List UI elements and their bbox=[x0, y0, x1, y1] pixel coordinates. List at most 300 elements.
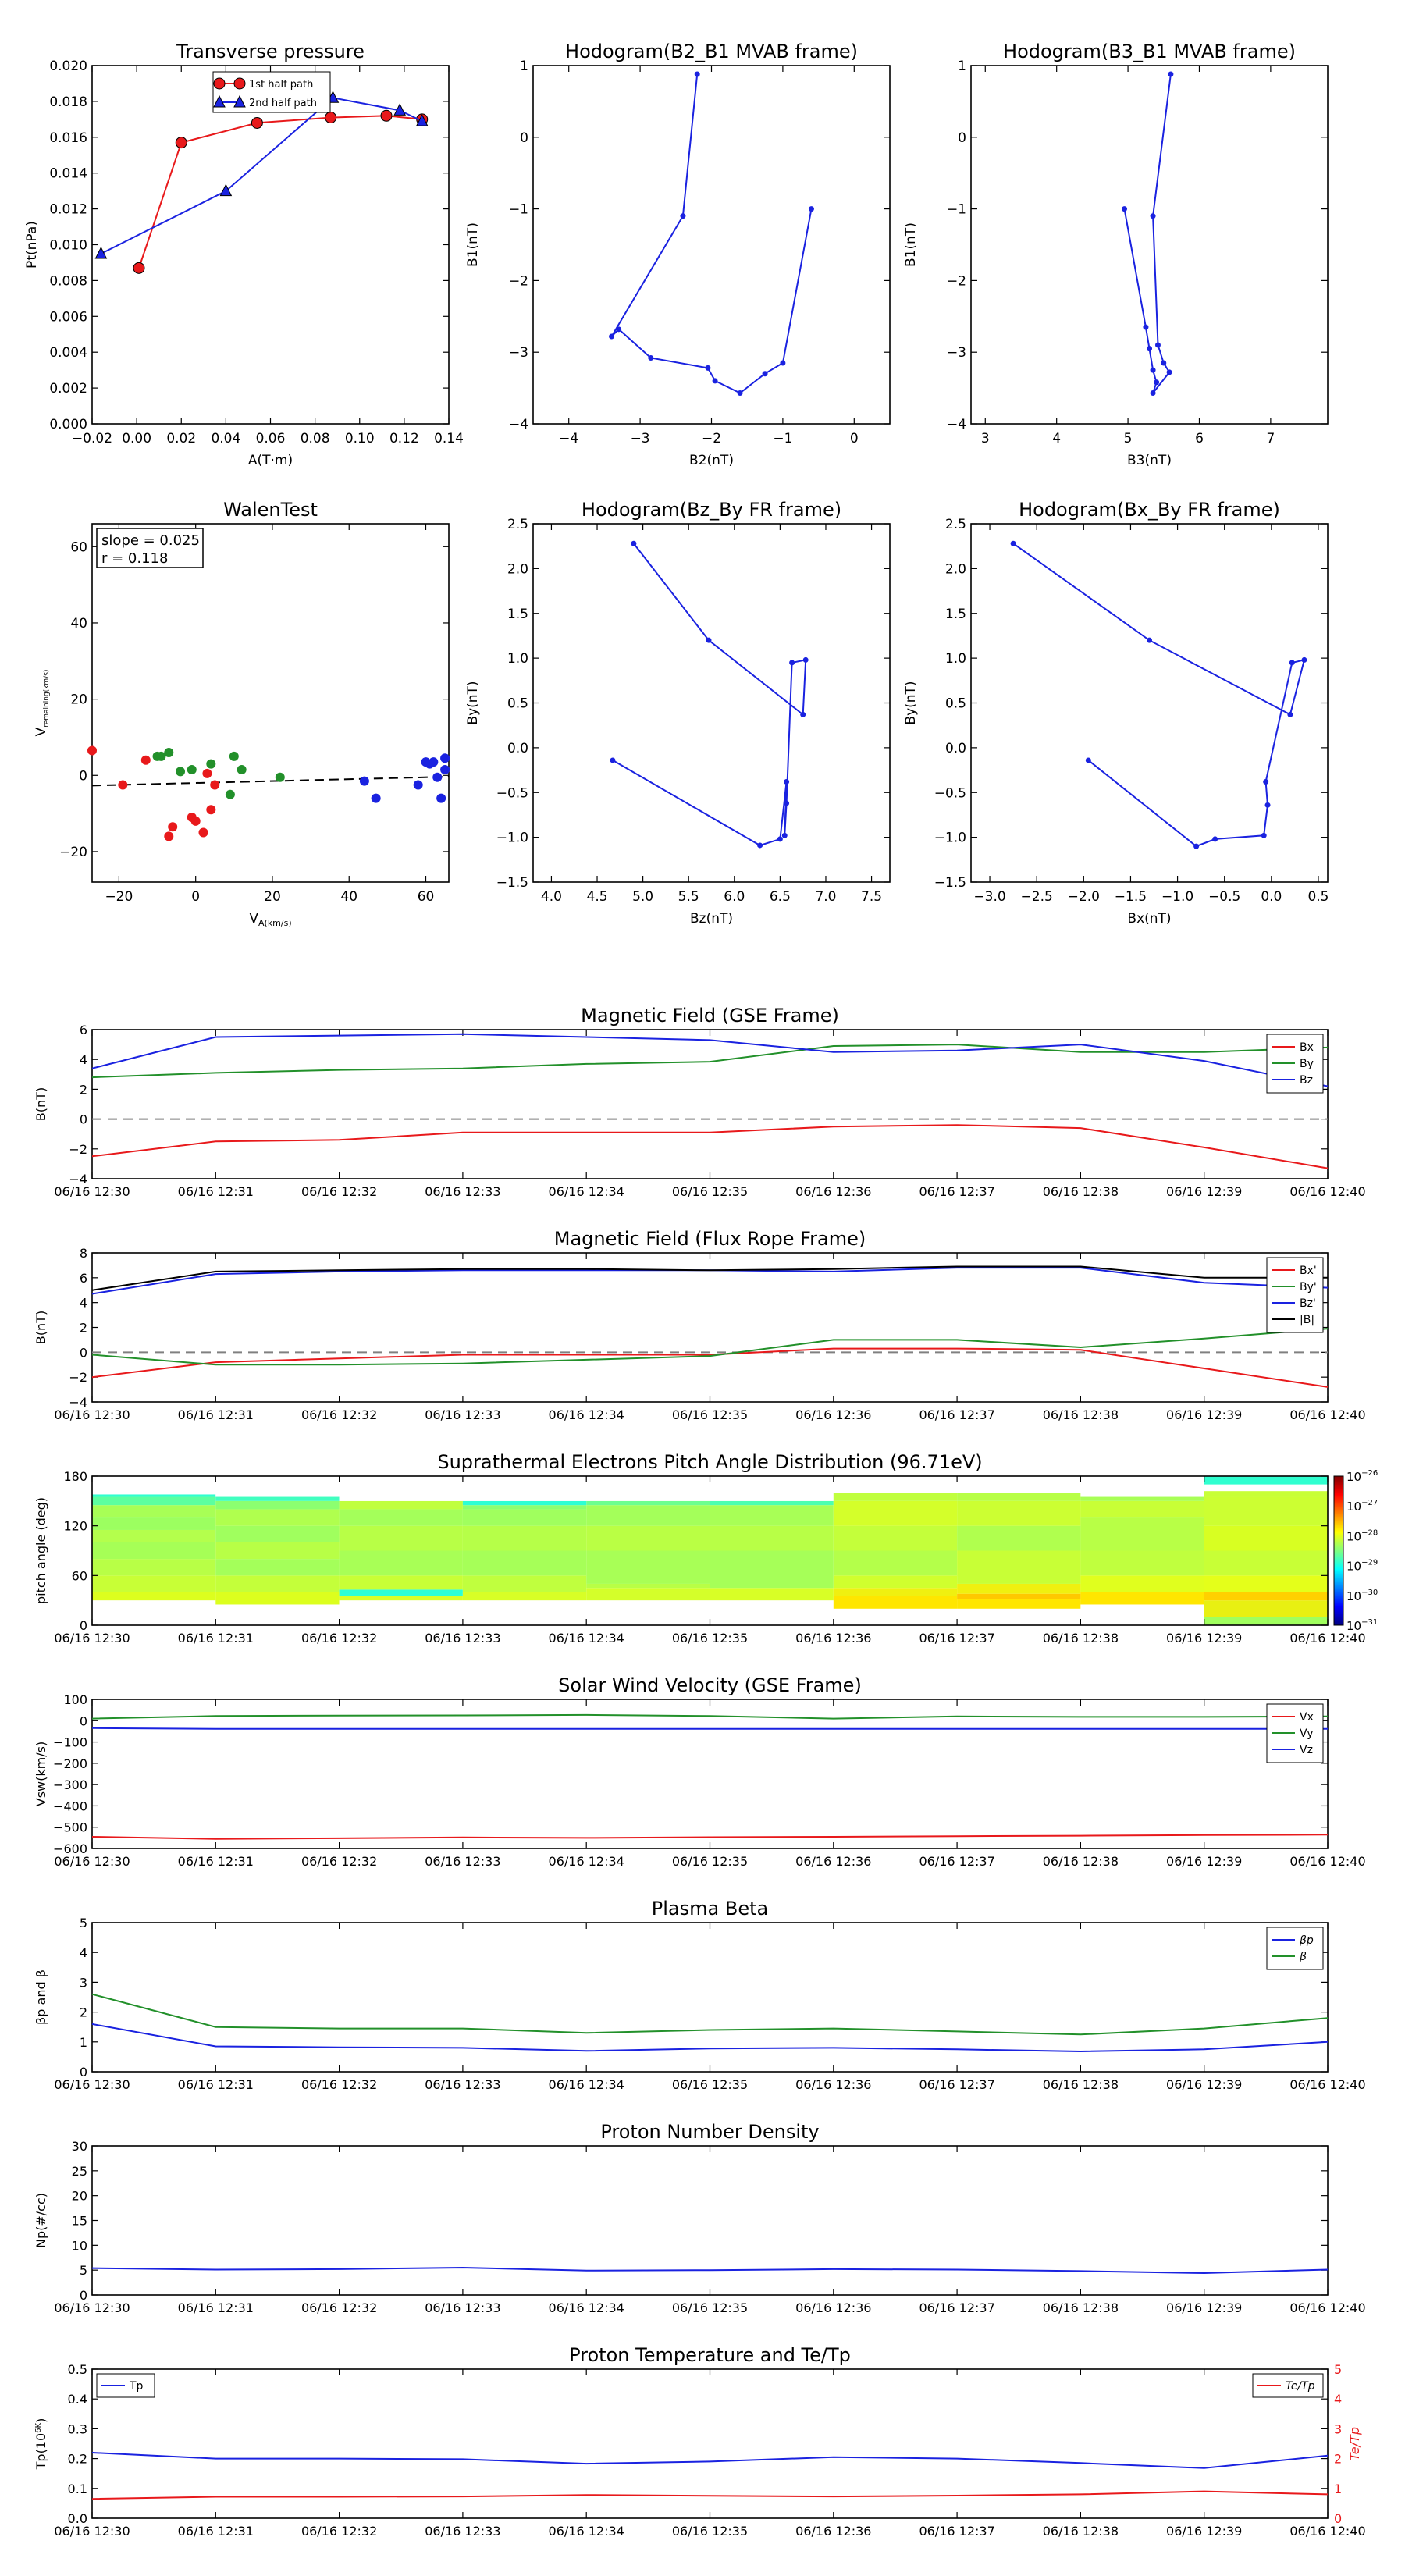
y-axis-label: By(nT) bbox=[903, 681, 919, 725]
legend-label: Bx' bbox=[1300, 1265, 1317, 1277]
heatmap-cell bbox=[586, 1588, 710, 1600]
panel-tp bbox=[34, 2344, 1366, 2539]
heatmap-cell bbox=[834, 1588, 957, 1596]
y-tick-label: 1 bbox=[958, 59, 966, 74]
scatter-point bbox=[168, 822, 177, 831]
x-tick-label: 06/16 12:33 bbox=[425, 2300, 501, 2315]
heatmap-cell bbox=[834, 1476, 957, 1493]
x-tick-label: 06/16 12:38 bbox=[1042, 2524, 1119, 2539]
data-point bbox=[1143, 325, 1148, 330]
heatmap-cell bbox=[1080, 1575, 1204, 1592]
y-tick-label: 0.1 bbox=[67, 2481, 87, 2496]
data-point bbox=[1301, 657, 1307, 663]
scatter-point bbox=[372, 794, 381, 803]
panel-title: Magnetic Field (GSE Frame) bbox=[581, 1005, 839, 1026]
y-tick-label: −1.5 bbox=[496, 875, 528, 891]
x-tick-label: 06/16 12:39 bbox=[1166, 1854, 1243, 1869]
x-axis-label: $V_{A(km/s)}$ bbox=[249, 911, 292, 928]
x-tick-label: 06/16 12:36 bbox=[795, 2524, 872, 2539]
scatter-point bbox=[440, 753, 450, 763]
x-tick-label: 06/16 12:40 bbox=[1289, 1407, 1366, 1422]
scatter-point bbox=[206, 760, 215, 769]
data-point bbox=[680, 213, 685, 219]
scatter-point bbox=[440, 765, 450, 774]
x-tick-label: 06/16 12:33 bbox=[425, 2524, 501, 2539]
scatter-point bbox=[229, 752, 239, 761]
y-tick-label: −2 bbox=[946, 273, 966, 290]
x-tick-label: 06/16 12:30 bbox=[54, 2077, 130, 2092]
heatmap-cell bbox=[463, 1592, 586, 1601]
y-tick-label: 10 bbox=[71, 2238, 87, 2254]
y-tick-label: 2 bbox=[79, 2005, 87, 2020]
x-tick-label: 6.0 bbox=[724, 889, 745, 905]
heatmap-cell bbox=[1080, 1497, 1204, 1501]
y-tick-label: 0 bbox=[79, 1618, 87, 1633]
data-point bbox=[1086, 757, 1091, 763]
series-line bbox=[92, 1267, 1328, 1290]
x-tick-label: 06/16 12:35 bbox=[671, 1184, 749, 1199]
x-tick-label: 06/16 12:39 bbox=[1166, 1407, 1243, 1422]
y-tick-label: 0 bbox=[79, 2065, 87, 2080]
y-tick-label: 8 bbox=[79, 1246, 87, 1261]
legend-label: 1st half path bbox=[249, 79, 314, 91]
heatmap-cell bbox=[710, 1501, 834, 1505]
x-tick-label: 06/16 12:38 bbox=[1042, 1631, 1119, 1646]
x-tick-label: −1.0 bbox=[1161, 889, 1194, 905]
data-point bbox=[695, 72, 700, 77]
y-tick-label: 40 bbox=[70, 615, 87, 632]
heatmap-cell bbox=[1080, 1604, 1204, 1625]
y-tick-label: −4 bbox=[69, 1395, 87, 1410]
x-tick-label: −2.0 bbox=[1067, 889, 1100, 905]
y-tick-label: 0 bbox=[520, 130, 528, 146]
y-axis-label: B(nT) bbox=[34, 1087, 48, 1122]
y-tick-label: −400 bbox=[53, 1799, 87, 1814]
heatmap-cell bbox=[215, 1604, 339, 1625]
x-tick-label: 0 bbox=[849, 431, 859, 447]
x-tick-label: 0.02 bbox=[166, 431, 197, 447]
x-tick-label: 7 bbox=[1266, 431, 1275, 447]
y-axis-label: βp and β bbox=[34, 1969, 48, 2025]
data-point bbox=[381, 110, 392, 121]
x-axis-label: A(T·m) bbox=[247, 453, 293, 468]
series-line bbox=[92, 1728, 1328, 1729]
data-point bbox=[800, 712, 806, 717]
heatmap-cell bbox=[1204, 1485, 1328, 1491]
y-axis-label-rest: ) bbox=[34, 2418, 48, 2423]
data-point bbox=[251, 117, 262, 128]
y-tick-label: 2.0 bbox=[944, 561, 966, 578]
x-tick-label: −3 bbox=[630, 431, 650, 447]
y-tick-label: 0.0 bbox=[67, 2511, 87, 2526]
x-tick-label: 06/16 12:39 bbox=[1166, 1184, 1243, 1199]
y-tick-label: 1.5 bbox=[507, 606, 528, 622]
scatter-point bbox=[276, 773, 285, 782]
heatmap-cell bbox=[834, 1526, 957, 1551]
data-point bbox=[648, 355, 653, 361]
y-tick-label: −1.5 bbox=[934, 875, 966, 891]
data-point bbox=[1168, 72, 1173, 77]
data-point bbox=[789, 660, 795, 665]
x-tick-label: 06/16 12:30 bbox=[54, 1854, 130, 1869]
scatter-point bbox=[164, 831, 173, 841]
heatmap-cell bbox=[340, 1600, 463, 1625]
x-tick-label: 0.04 bbox=[211, 431, 241, 447]
scatter-point bbox=[199, 828, 208, 838]
panel-hodo23 bbox=[465, 41, 890, 468]
y-tick-label: 0.018 bbox=[49, 94, 87, 110]
x-tick-label: −0.02 bbox=[71, 431, 113, 447]
y-tick-label: 0 bbox=[79, 1112, 87, 1127]
x-tick-label: −2.5 bbox=[1020, 889, 1053, 905]
series-line bbox=[612, 74, 812, 393]
heatmap-cell bbox=[957, 1476, 1080, 1493]
y-tick-label: 0.4 bbox=[67, 2392, 87, 2407]
x-tick-label: 06/16 12:31 bbox=[177, 1184, 254, 1199]
y-tick-label: −200 bbox=[53, 1756, 87, 1771]
heatmap-cell bbox=[92, 1600, 215, 1625]
y-tick-label: 0.020 bbox=[49, 59, 87, 74]
x-tick-label: 40 bbox=[340, 889, 358, 905]
heatmap-cell bbox=[586, 1476, 710, 1501]
y-tick-label: −2 bbox=[69, 1370, 87, 1386]
data-point bbox=[757, 842, 763, 848]
x-axis-label-sub: A(km/s) bbox=[258, 918, 292, 928]
x-tick-label: 0.06 bbox=[255, 431, 286, 447]
y-axis-label: $Tp(10^{6K})$ bbox=[34, 2418, 48, 2470]
series-line bbox=[92, 1834, 1328, 1838]
heatmap-cell bbox=[957, 1501, 1080, 1526]
x-tick-label: 0.0 bbox=[1261, 889, 1282, 905]
x-tick-label: 6.5 bbox=[769, 889, 791, 905]
y-tick-label: −100 bbox=[53, 1735, 87, 1750]
panel-title: Magnetic Field (Flux Rope Frame) bbox=[553, 1228, 866, 1250]
heatmap-cell bbox=[340, 1575, 463, 1589]
x-tick-label: 06/16 12:32 bbox=[301, 1407, 378, 1422]
y-tick-label: 3 bbox=[79, 1975, 87, 1991]
heatmap-cell bbox=[834, 1493, 957, 1501]
legend bbox=[1267, 1034, 1323, 1093]
legend bbox=[213, 72, 330, 112]
heatmap-cell bbox=[1080, 1551, 1204, 1576]
y-tick-label: −4 bbox=[69, 1172, 87, 1187]
colorbar bbox=[1334, 1476, 1343, 1625]
axes-frame bbox=[533, 66, 890, 424]
x-tick-label: 06/16 12:34 bbox=[548, 2077, 624, 2092]
x-tick-label: 06/16 12:35 bbox=[671, 2524, 749, 2539]
heatmap-cell bbox=[710, 1476, 834, 1501]
legend-label: Te/Tp bbox=[1286, 2380, 1315, 2393]
panel-beta bbox=[34, 1898, 1366, 2092]
x-tick-label: 06/16 12:35 bbox=[671, 1631, 749, 1646]
y-tick-label: 0.004 bbox=[49, 345, 87, 361]
x-tick-label: 06/16 12:38 bbox=[1042, 1854, 1119, 1869]
series-line bbox=[92, 1044, 1328, 1077]
y-tick-label: −3 bbox=[946, 345, 966, 361]
data-point bbox=[1263, 779, 1268, 785]
y-axis-label: B1(nT) bbox=[465, 222, 481, 267]
panel-bfr bbox=[34, 1228, 1366, 1422]
x-tick-label: 06/16 12:40 bbox=[1289, 1854, 1366, 1869]
data-point bbox=[1151, 368, 1156, 373]
scatter-point bbox=[141, 756, 151, 765]
x-tick-label: 06/16 12:36 bbox=[795, 2077, 872, 2092]
x-tick-label: 06/16 12:32 bbox=[301, 1854, 378, 1869]
x-tick-label: 06/16 12:31 bbox=[177, 1631, 254, 1646]
x-tick-label: 06/16 12:36 bbox=[795, 1631, 872, 1646]
data-point bbox=[1167, 369, 1172, 375]
x-tick-label: 0.5 bbox=[1307, 889, 1329, 905]
heatmap-cell bbox=[1080, 1517, 1204, 1550]
legend bbox=[1267, 1704, 1323, 1763]
heatmap-cell bbox=[1204, 1617, 1328, 1625]
heatmap-cell bbox=[340, 1526, 463, 1551]
x-tick-label: 06/16 12:37 bbox=[919, 1631, 995, 1646]
x-tick-label: 0.08 bbox=[300, 431, 330, 447]
heatmap-cell bbox=[215, 1542, 339, 1559]
panel-title: Suprathermal Electrons Pitch Angle Distribution (96.71eV) bbox=[437, 1451, 983, 1473]
axes-frame bbox=[971, 66, 1328, 424]
panel-hodozy bbox=[465, 499, 890, 927]
x-tick-label: 06/16 12:34 bbox=[548, 1631, 624, 1646]
y-tick-label: −1.0 bbox=[496, 830, 528, 846]
heatmap-cell bbox=[586, 1505, 710, 1526]
y-tick-label: −2 bbox=[508, 273, 528, 290]
heatmap-cell bbox=[586, 1600, 710, 1625]
legend-label: Vy bbox=[1300, 1727, 1314, 1740]
x-tick-label: 4 bbox=[1052, 431, 1062, 447]
heatmap-cell bbox=[957, 1493, 1080, 1501]
data-point bbox=[610, 757, 615, 763]
x-tick-label: 5.0 bbox=[632, 889, 654, 905]
y-tick-label: −0.5 bbox=[934, 785, 966, 802]
colorbar-tick-exponent: −26 bbox=[1361, 1469, 1378, 1478]
x-tick-label: 06/16 12:35 bbox=[671, 2077, 749, 2092]
data-point bbox=[325, 112, 336, 123]
panel-vsw bbox=[34, 1674, 1366, 1869]
data-point bbox=[133, 262, 144, 273]
x-tick-label: −1.5 bbox=[1114, 889, 1147, 905]
legend-label: Bz bbox=[1300, 1074, 1313, 1087]
y-tick-label: 0.0 bbox=[944, 740, 966, 756]
heatmap-cell bbox=[92, 1494, 215, 1496]
axes-frame bbox=[533, 524, 890, 882]
heatmap-cell bbox=[92, 1505, 215, 1517]
x-tick-label: 06/16 12:39 bbox=[1166, 1631, 1243, 1646]
heatmap-cell bbox=[463, 1526, 586, 1551]
x-tick-label: 4.0 bbox=[540, 889, 562, 905]
y-tick-label: 2.5 bbox=[944, 517, 966, 532]
heatmap-cell bbox=[1204, 1575, 1328, 1592]
x-tick-label: 06/16 12:36 bbox=[795, 1184, 872, 1199]
y-right-tick-label: 5 bbox=[1334, 2362, 1343, 2377]
data-point bbox=[214, 78, 225, 89]
scatter-point bbox=[202, 769, 212, 778]
y-tick-label: 0 bbox=[958, 130, 966, 146]
heatmap-cell bbox=[710, 1526, 834, 1551]
scatter-point bbox=[432, 773, 442, 782]
data-point bbox=[616, 326, 621, 332]
scatter-point bbox=[226, 790, 235, 799]
data-point bbox=[234, 78, 245, 89]
y-tick-label: 0.5 bbox=[944, 696, 966, 712]
y-right-tick-label: 3 bbox=[1334, 2421, 1343, 2437]
x-tick-label: 06/16 12:31 bbox=[177, 2524, 254, 2539]
y-tick-label: 2.0 bbox=[507, 561, 528, 578]
heatmap-cell bbox=[834, 1501, 957, 1526]
y-tick-label: 1.0 bbox=[507, 651, 528, 667]
x-axis-label: Bx(nT) bbox=[1127, 911, 1172, 927]
y-tick-label: 20 bbox=[71, 2188, 87, 2204]
y-tick-label: 2 bbox=[79, 1320, 87, 1336]
series-line bbox=[613, 543, 806, 845]
y-tick-label: 0.010 bbox=[49, 237, 87, 254]
series-line bbox=[92, 1034, 1328, 1087]
x-tick-label: 3 bbox=[980, 431, 990, 447]
legend-label: |B| bbox=[1300, 1314, 1315, 1326]
legend-label: β bbox=[1300, 1951, 1307, 1963]
panel-title: Hodogram(Bz_By FR frame) bbox=[581, 499, 842, 521]
data-point bbox=[1011, 541, 1016, 546]
y-tick-label: 0 bbox=[79, 1713, 87, 1729]
heatmap-cell bbox=[463, 1509, 586, 1525]
heatmap-cell bbox=[834, 1575, 957, 1588]
heatmap-cell bbox=[463, 1575, 586, 1592]
heatmap-cell bbox=[957, 1599, 1080, 1609]
x-tick-label: 06/16 12:31 bbox=[177, 2077, 254, 2092]
y-tick-label: 0.0 bbox=[507, 740, 528, 756]
series-line bbox=[92, 2492, 1328, 2500]
x-tick-label: 06/16 12:31 bbox=[177, 1854, 254, 1869]
heatmap-cell bbox=[710, 1588, 834, 1600]
heatmap-cell bbox=[586, 1526, 710, 1551]
data-point bbox=[784, 779, 789, 785]
heatmap-cell bbox=[92, 1476, 215, 1494]
data-point bbox=[705, 365, 710, 371]
x-tick-label: 06/16 12:35 bbox=[671, 1854, 749, 1869]
heatmap-cell bbox=[1080, 1476, 1204, 1497]
heatmap-cell bbox=[957, 1594, 1080, 1599]
legend-label: 2nd half path bbox=[249, 98, 317, 109]
data-point bbox=[1193, 844, 1199, 849]
x-tick-label: 06/16 12:37 bbox=[919, 1854, 995, 1869]
colorbar-tick-label: $10^{-28}$ bbox=[1346, 1528, 1378, 1544]
x-tick-label: 06/16 12:40 bbox=[1289, 1631, 1366, 1646]
scatter-point bbox=[210, 780, 219, 789]
x-tick-label: −0.5 bbox=[1208, 889, 1241, 905]
y-right-tick-label: 1 bbox=[1334, 2481, 1343, 2496]
data-point bbox=[1151, 213, 1156, 219]
x-tick-label: 06/16 12:33 bbox=[425, 1407, 501, 1422]
data-point bbox=[1161, 360, 1166, 365]
axes-frame bbox=[971, 524, 1328, 882]
x-tick-label: 06/16 12:39 bbox=[1166, 2077, 1243, 2092]
y-tick-label: 0.3 bbox=[67, 2421, 87, 2437]
data-point bbox=[95, 247, 106, 258]
heatmap-cell bbox=[92, 1559, 215, 1575]
y-axis-label: B(nT) bbox=[34, 1310, 48, 1345]
data-point bbox=[1265, 802, 1271, 808]
heatmap-cell bbox=[215, 1509, 339, 1525]
y-tick-label: 1 bbox=[79, 2034, 87, 2050]
heatmap-cell bbox=[340, 1501, 463, 1510]
data-point bbox=[1151, 390, 1156, 396]
colorbar-tick-label: $10^{-26}$ bbox=[1346, 1469, 1378, 1484]
y-tick-label: 60 bbox=[71, 1568, 87, 1584]
heatmap-cell bbox=[834, 1551, 957, 1576]
heatmap-cell bbox=[340, 1476, 463, 1501]
y-tick-label: −4 bbox=[508, 417, 528, 432]
y-tick-label: 1 bbox=[520, 59, 528, 74]
x-tick-label: 06/16 12:34 bbox=[548, 1854, 624, 1869]
x-tick-label: 06/16 12:37 bbox=[919, 2524, 995, 2539]
y-tick-label: 0.012 bbox=[49, 201, 87, 218]
heatmap-cell bbox=[92, 1517, 215, 1530]
heatmap-cell bbox=[710, 1505, 834, 1526]
heatmap-cell bbox=[215, 1501, 339, 1510]
x-tick-label: 06/16 12:36 bbox=[795, 1407, 872, 1422]
x-tick-label: 06/16 12:30 bbox=[54, 2524, 130, 2539]
data-point bbox=[780, 360, 785, 365]
y-tick-label: 0.014 bbox=[49, 165, 87, 182]
data-point bbox=[777, 836, 783, 841]
x-tick-label: 06/16 12:36 bbox=[795, 1854, 872, 1869]
y-tick-label: −0.5 bbox=[496, 785, 528, 802]
data-point bbox=[713, 378, 718, 383]
y-tick-label: 0.5 bbox=[507, 696, 528, 712]
data-point bbox=[784, 801, 789, 806]
data-point bbox=[1154, 379, 1159, 385]
panel-np bbox=[34, 2121, 1366, 2315]
data-point bbox=[1122, 206, 1127, 212]
y-axis-label: By(nT) bbox=[465, 681, 481, 725]
data-point bbox=[631, 541, 636, 546]
data-point bbox=[609, 334, 614, 340]
y-tick-label: 4 bbox=[79, 1295, 87, 1311]
x-tick-label: 7.5 bbox=[861, 889, 883, 905]
y-tick-label: 6 bbox=[79, 1023, 87, 1037]
heatmap-cell bbox=[834, 1596, 957, 1609]
series-line bbox=[92, 2268, 1328, 2273]
x-tick-label: 06/16 12:32 bbox=[301, 1631, 378, 1646]
x-tick-label: 06/16 12:37 bbox=[919, 1184, 995, 1199]
x-tick-label: 06/16 12:30 bbox=[54, 1184, 130, 1199]
scatter-point bbox=[164, 748, 173, 757]
x-tick-label: 06/16 12:40 bbox=[1289, 2524, 1366, 2539]
panel-walen bbox=[34, 499, 450, 928]
data-point bbox=[809, 206, 814, 212]
data-point bbox=[738, 390, 743, 396]
heatmap-cell bbox=[215, 1575, 339, 1592]
y-tick-label: 15 bbox=[71, 2213, 87, 2229]
heatmap-cell bbox=[710, 1600, 834, 1625]
x-tick-label: 5.5 bbox=[678, 889, 699, 905]
legend-label: Bx bbox=[1300, 1041, 1314, 1054]
heatmap-cell bbox=[215, 1476, 339, 1497]
x-tick-label: 6 bbox=[1195, 431, 1204, 447]
colorbar-tick-exponent: −28 bbox=[1361, 1528, 1378, 1538]
x-tick-label: −1 bbox=[773, 431, 793, 447]
x-tick-label: 5 bbox=[1123, 431, 1133, 447]
heatmap-cell bbox=[586, 1584, 710, 1588]
colorbar-tick-exponent: −30 bbox=[1361, 1588, 1378, 1597]
heatmap-cell bbox=[463, 1600, 586, 1625]
x-tick-label: 06/16 12:40 bbox=[1289, 2300, 1366, 2315]
scatter-point bbox=[176, 767, 185, 776]
heatmap-cell bbox=[586, 1501, 710, 1505]
y-tick-label: −20 bbox=[59, 844, 87, 860]
y-tick-label: −3 bbox=[508, 345, 528, 361]
